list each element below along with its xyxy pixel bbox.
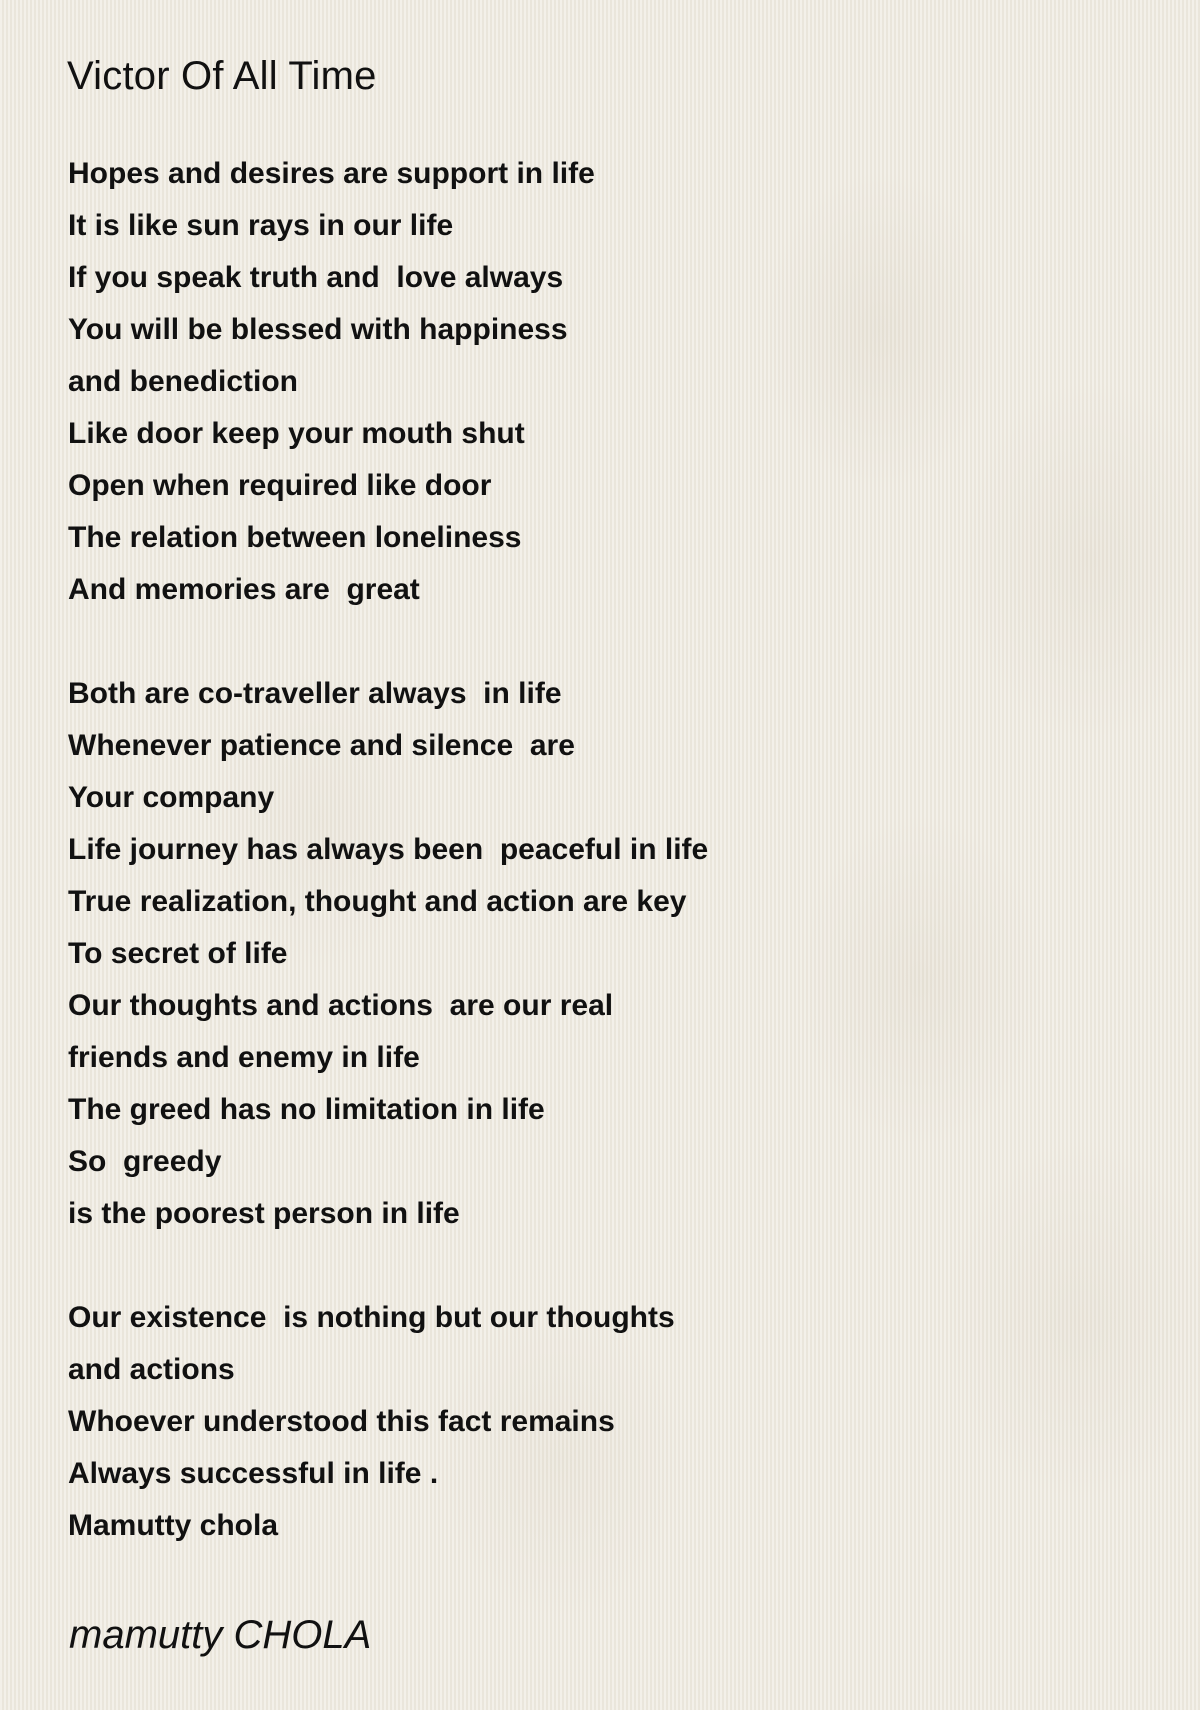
poem-line: Open when required like door	[68, 469, 492, 502]
poem-line: The relation between loneliness	[68, 521, 522, 554]
poem-line: And memories are great	[68, 573, 420, 606]
poem-line: Both are co-traveller always in life	[68, 677, 562, 710]
poem-line: True realization, thought and action are key	[68, 885, 687, 918]
stanza-2	[68, 668, 1068, 1240]
poem-line: To secret of life	[68, 937, 288, 970]
poem-line: friends and enemy in life	[68, 1041, 420, 1074]
stanza-break	[68, 616, 1068, 668]
poem-title: Victor Of All Time	[67, 54, 377, 98]
poem-line: Our existence is nothing but our thoughts	[68, 1301, 675, 1334]
poem-body	[68, 148, 1068, 1552]
poem-line: If you speak truth and love always	[68, 261, 564, 294]
poem-line: Our thoughts and actions are our real	[68, 989, 614, 1022]
poem-line: So greedy	[68, 1145, 222, 1178]
poem-line: You will be blessed with happiness	[68, 313, 568, 346]
poem-line: Mamutty chola	[68, 1509, 279, 1542]
poem-line: Whenever patience and silence are	[68, 729, 575, 762]
stanza-3	[68, 1292, 1068, 1552]
stanza-break	[68, 1240, 1068, 1292]
poem-line: Your company	[68, 781, 275, 814]
poem-line: Whoever understood this fact remains	[68, 1405, 615, 1438]
poem-line: The greed has no limitation in life	[68, 1093, 545, 1126]
poem-line: Always successful in life .	[68, 1457, 439, 1490]
poem-author: mamutty CHOLA	[69, 1613, 372, 1657]
poem-line: Life journey has always been peaceful in life	[68, 833, 709, 866]
poem-line: and benediction	[68, 365, 299, 398]
poem-line: Like door keep your mouth shut	[68, 417, 525, 450]
poem-line: It is like sun rays in our life	[68, 209, 454, 242]
poem-line: is the poorest person in life	[68, 1197, 460, 1230]
stanza-1	[68, 148, 1068, 616]
poem-line: and actions	[68, 1353, 235, 1386]
poem-line: Hopes and desires are support in life	[68, 157, 595, 190]
